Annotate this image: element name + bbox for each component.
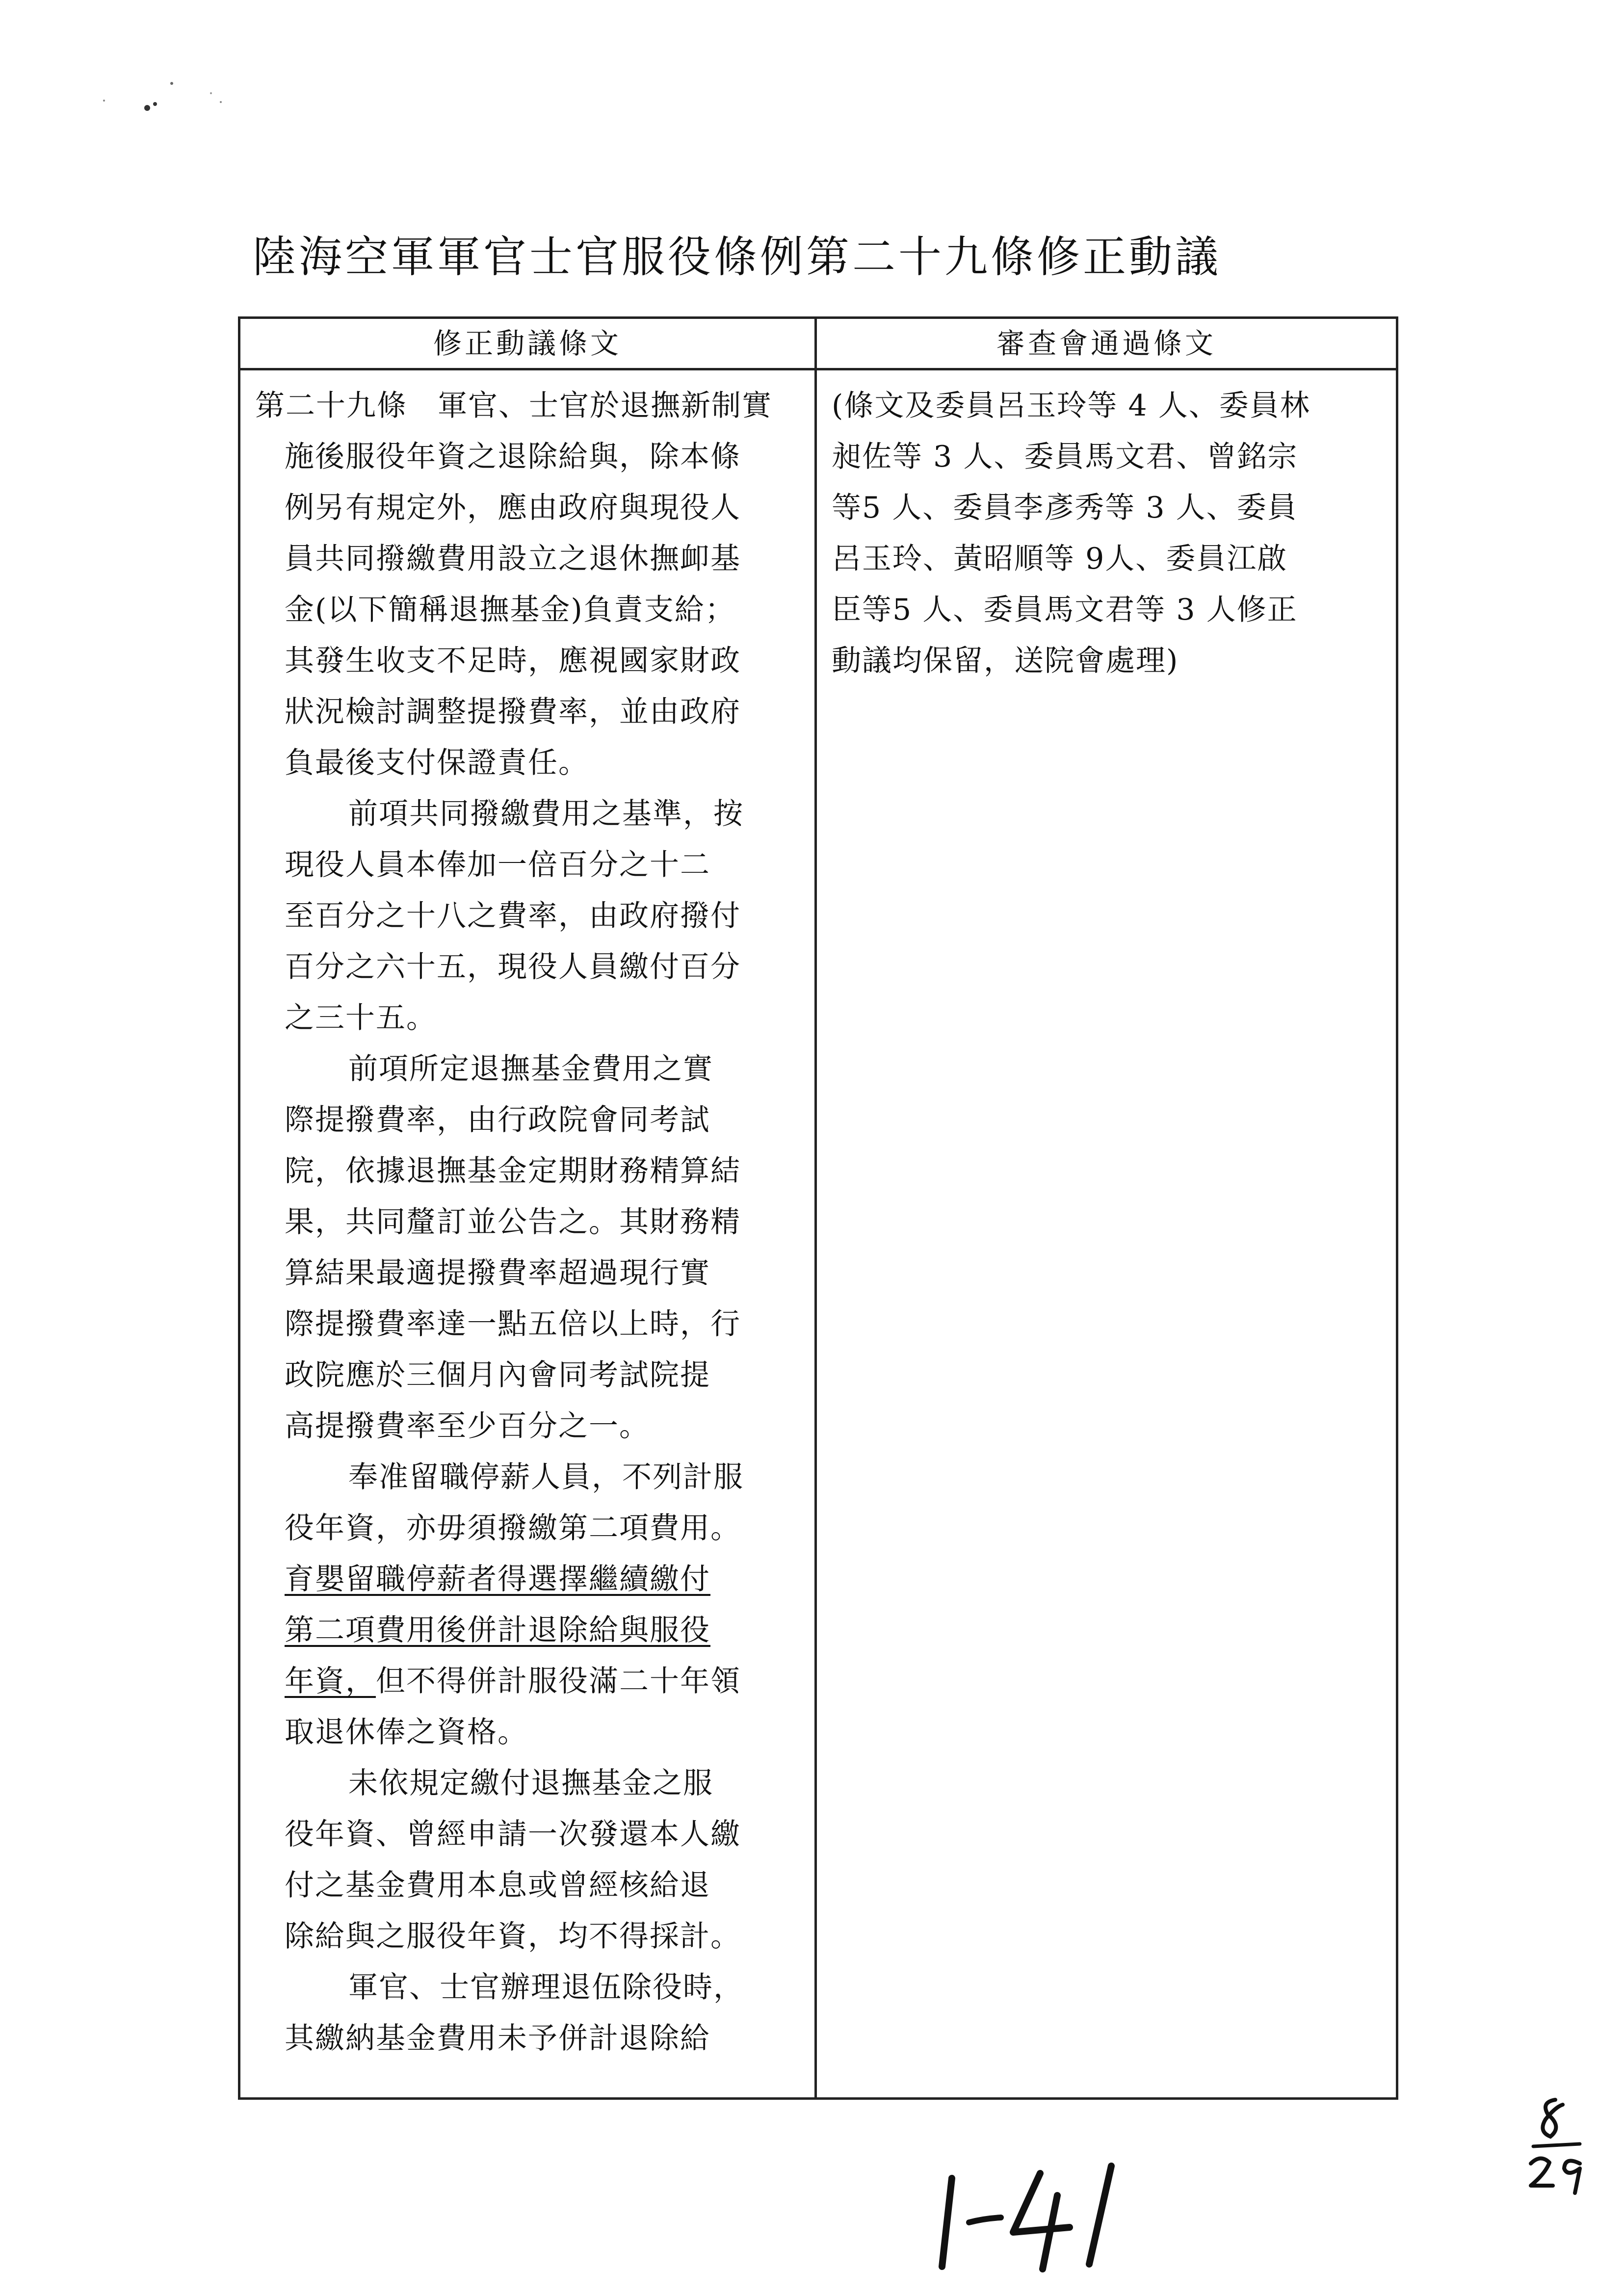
text-line: 付之基金費用本息或曾經核給退 <box>285 1868 710 1903</box>
text-line: 除給與之服役年資，均不得採計。 <box>285 1919 741 1954</box>
header-committee-text: 審查會通過條文 <box>996 327 1216 360</box>
committee-article-body <box>832 380 1366 686</box>
header-amendment-text: 修正動議條文 <box>433 327 622 360</box>
underlined-amendment-fragment: 年資， <box>285 1664 376 1698</box>
text-line: 臣等5 人、委員馬文君等 3 人修正 <box>832 593 1298 627</box>
text-line: 員共同撥繳費用設立之退休撫卹基 <box>285 542 741 576</box>
text-line: 例另有規定外，應由政府與現役人 <box>285 491 741 525</box>
text-line: 狀況檢討調整提撥費率，並由政府 <box>285 695 741 729</box>
handwritten-page-number <box>932 2149 1178 2276</box>
column-divider <box>814 319 817 2097</box>
table-header-row <box>240 319 1396 370</box>
scan-specks <box>98 74 245 132</box>
text-line: 負最後支付保證責任。 <box>285 746 589 780</box>
text-line: 金(以下簡稱退撫基金)負責支給； <box>285 593 735 627</box>
text-line: 前項共同撥繳費用之基準，按 <box>348 797 744 831</box>
underlined-amendment-line: 第二項費用後併計退除給與服役 <box>285 1613 710 1647</box>
text-line: 昶佐等 3 人、委員馬文君、曾銘宗 <box>832 440 1298 474</box>
handwritten-side-mark <box>1521 2090 1595 2198</box>
text-line: 呂玉玲、黃昭順等 9人、委員江啟 <box>832 542 1288 576</box>
text-line: 施後服役年資之退除給與，除本條 <box>285 440 741 474</box>
text-line: 高提撥費率至少百分之一。 <box>285 1409 650 1443</box>
amendment-article-body <box>255 380 802 2064</box>
text-line: 取退休俸之資格。 <box>285 1715 528 1749</box>
text-line: 第二十九條 軍官、士官於退撫新制實 <box>255 389 772 423</box>
text-line: 未依規定繳付退撫基金之服 <box>348 1766 713 1800</box>
text-line: 算結果最適提撥費率超過現行實 <box>285 1256 710 1290</box>
text-line: 役年資、曾經申請一次發還本人繳 <box>285 1817 741 1852</box>
comparison-table <box>238 316 1398 2100</box>
text-line: 百分之六十五，現役人員繳付百分 <box>285 950 741 984</box>
text-line: 院，依據退撫基金定期財務精算結 <box>285 1154 741 1188</box>
text-line: 奉准留職停薪人員，不列計服 <box>348 1460 744 1494</box>
text-line: 果，共同釐訂並公告之。其財務精 <box>285 1205 741 1239</box>
text-line: 軍官、士官辦理退伍除役時， <box>348 1970 744 2005</box>
text-line: 其繳納基金費用未予併計退除給 <box>285 2021 710 2056</box>
text-line: 際提撥費率達一點五倍以上時，行 <box>285 1307 741 1341</box>
text-line: 政院應於三個月內會同考試院提 <box>285 1358 710 1392</box>
text-line: 前項所定退撫基金費用之實 <box>348 1052 713 1086</box>
text-line: 之三十五。 <box>285 1001 437 1035</box>
text-line <box>255 1656 802 1707</box>
text-line: 役年資，亦毋須撥繳第二項費用。 <box>285 1511 741 1545</box>
text-line: 現役人員本俸加一倍百分之十二 <box>285 848 710 882</box>
text-line: 際提撥費率，由行政院會同考試 <box>285 1103 710 1137</box>
text-line: 至百分之十八之費率，由政府撥付 <box>285 899 741 933</box>
text-line: (條文及委員呂玉玲等 4 人、委員林 <box>832 389 1310 423</box>
text-fragment: 但不得併計服役滿二十年領 <box>376 1664 741 1698</box>
document-title: 陸海空軍軍官士官服役條例第二十九條修正動議 <box>253 232 1222 282</box>
text-line: 其發生收支不足時，應視國家財政 <box>285 644 741 678</box>
underlined-amendment-line: 育嬰留職停薪者得選擇繼續繳付 <box>285 1562 710 1596</box>
text-line: 等5 人、委員李彥秀等 3 人、委員 <box>832 491 1298 525</box>
text-line: 動議均保留，送院會處理) <box>832 644 1179 678</box>
